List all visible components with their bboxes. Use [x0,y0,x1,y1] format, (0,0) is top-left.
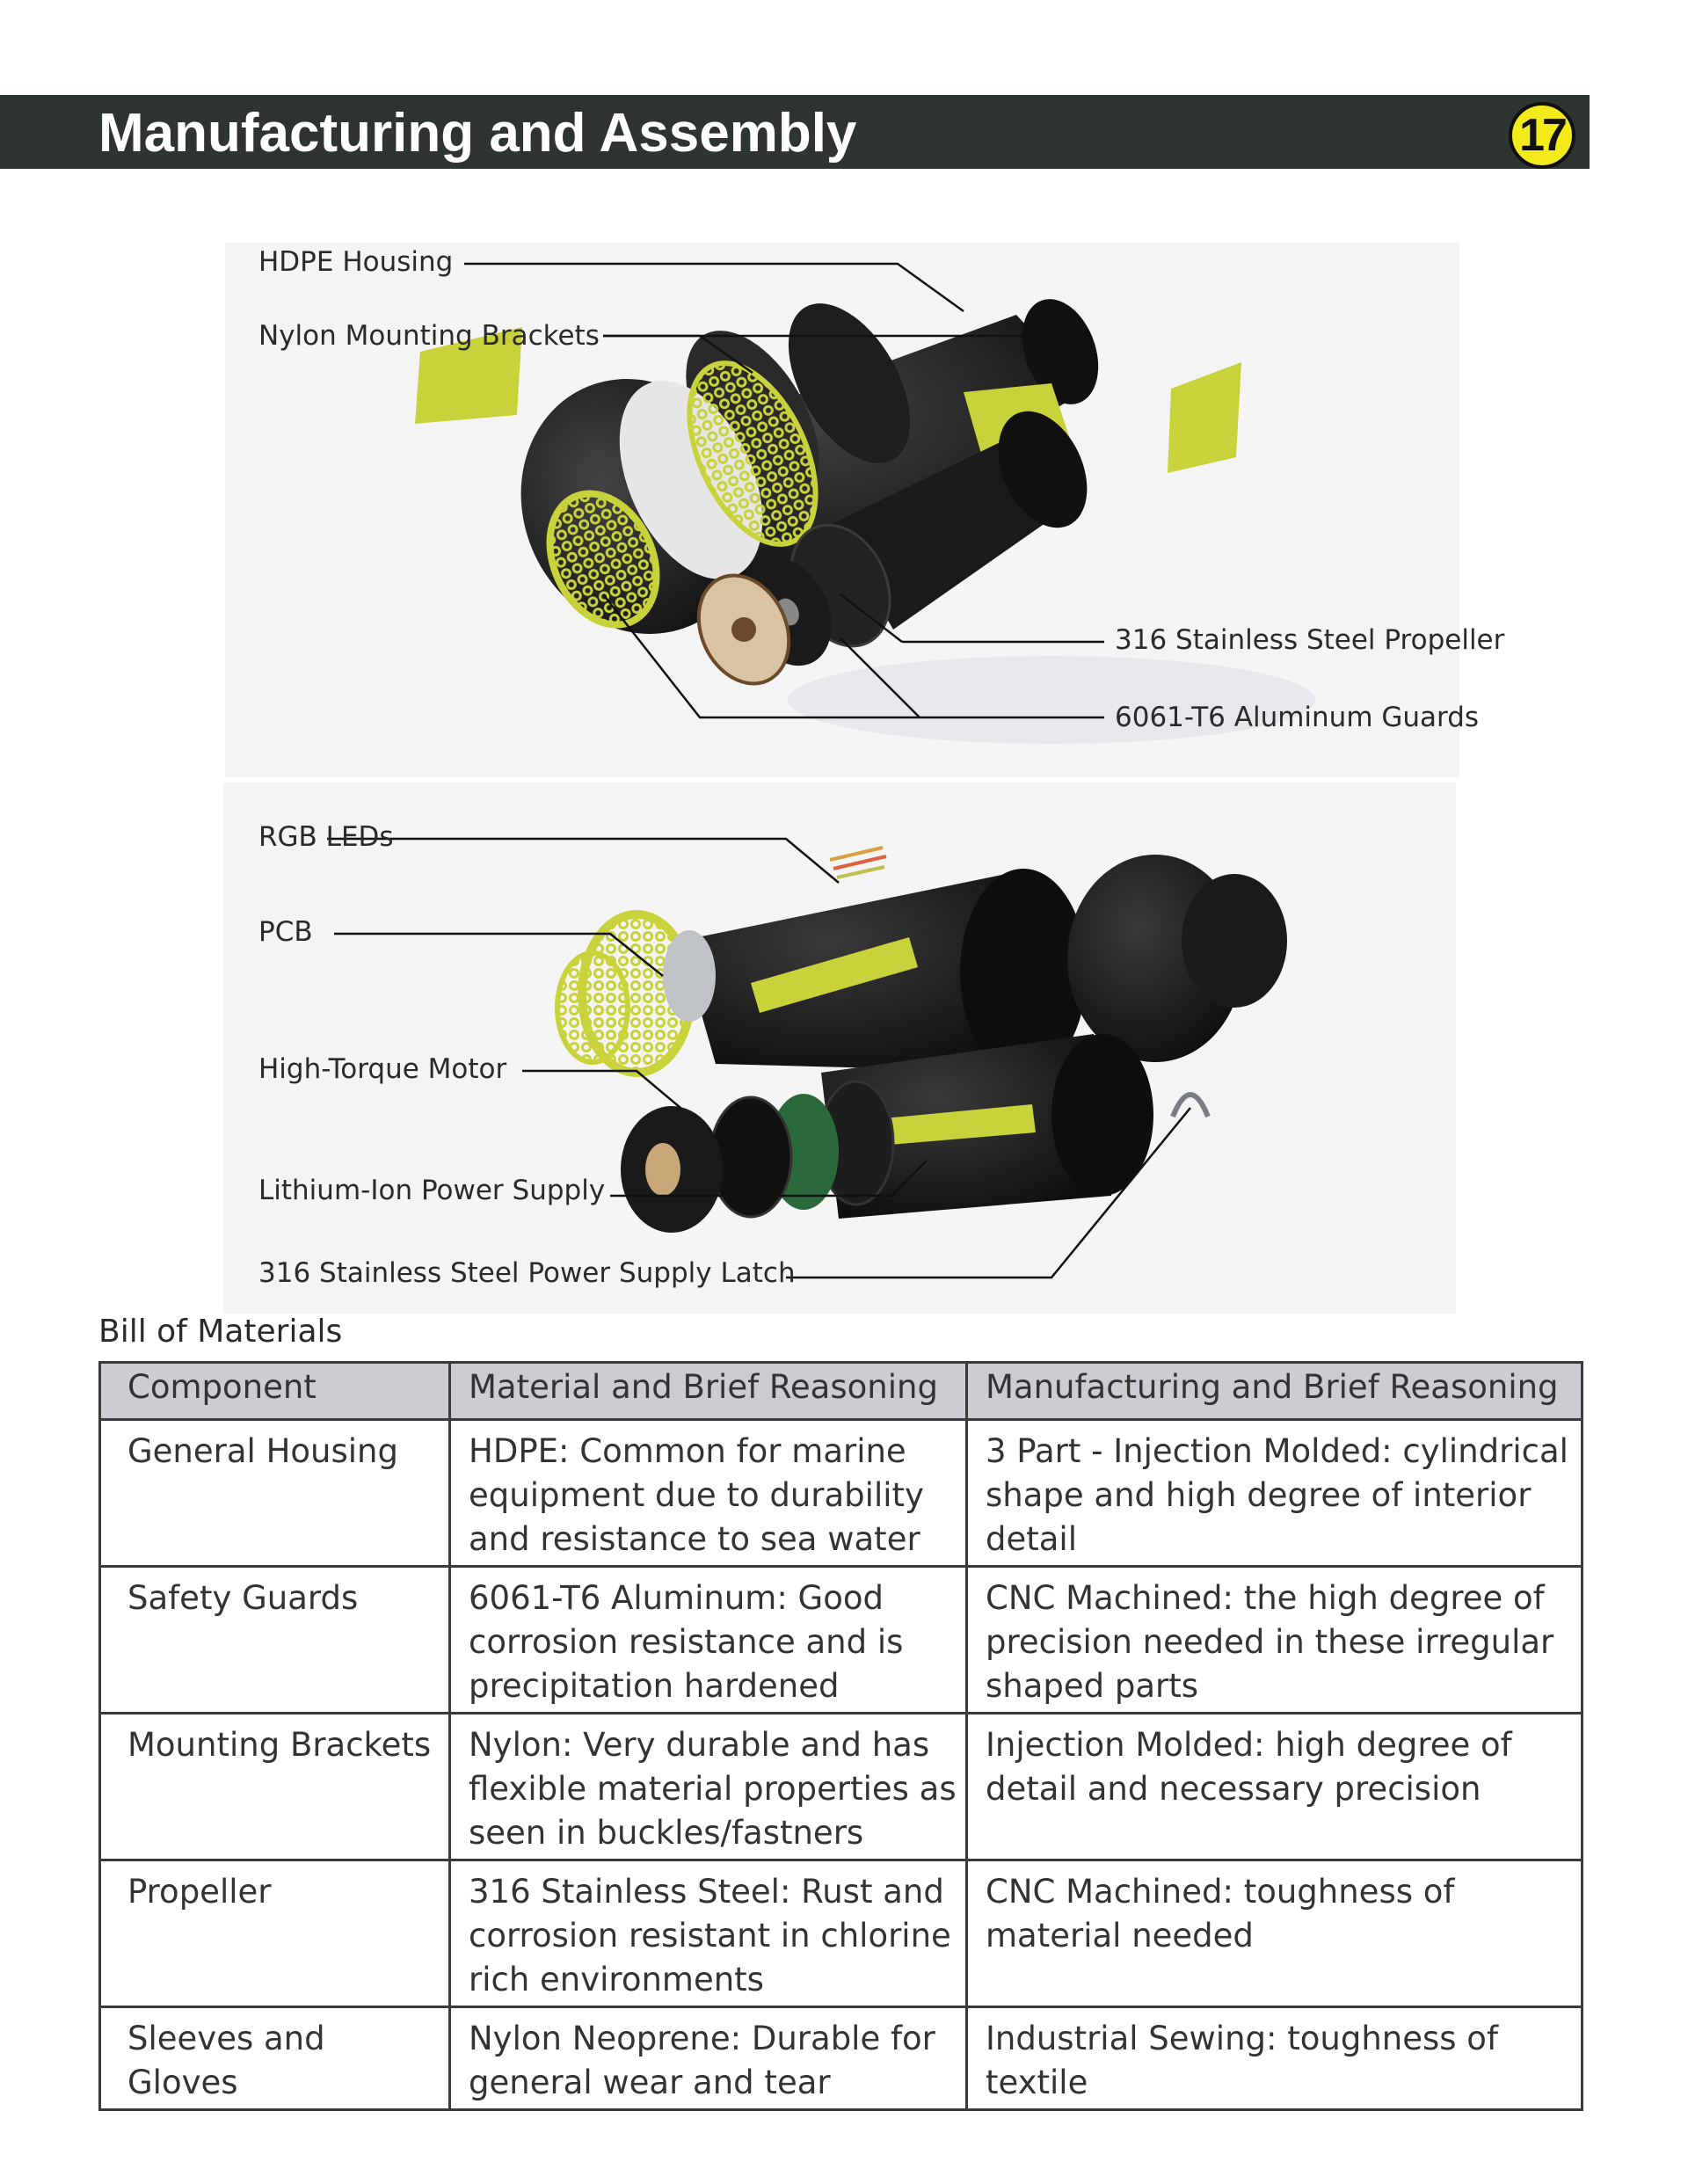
cell-manufacturing: CNC Machined: toughness of material needed [967,1860,1582,2007]
column-header: Manufacturing and Brief Reasoning [967,1363,1582,1420]
front-guard [557,953,628,1062]
propeller [663,930,716,1022]
cell-material: 6061-T6 Aluminum: Good corrosion resistance and is precipitation hardened [450,1567,967,1714]
page-title: Manufacturing and Assembly [98,103,857,164]
label-hdpe-housing: HDPE Housing [258,246,454,278]
label-latch: 316 Stainless Steel Power Supply Latch [258,1257,796,1289]
column-header: Component [100,1363,450,1420]
cell-manufacturing: Industrial Sewing: toughness of textile [967,2007,1582,2110]
cell-manufacturing: 3 Part - Injection Molded: cylindrical shape and high degree of interior detail [967,1420,1582,1567]
label-power-supply: Lithium-Ion Power Supply [258,1175,606,1206]
cell-material: Nylon Neoprene: Durable for general wear and tear [450,2007,967,2110]
cell-component: Safety Guards [100,1567,450,1714]
rgb-leds [830,848,886,877]
cell-material: 316 Stainless Steel: Rust and corrosion resistant in chlorine rich environments [450,1860,967,2007]
cell-component: Mounting Brackets [100,1714,450,1860]
page-number-badge: 17 [1509,102,1575,169]
label-nylon-brackets: Nylon Mounting Brackets [258,320,600,352]
cell-material: HDPE: Common for marine equipment due to durability and resistance to sea water [450,1420,967,1567]
label-propeller: 316 Stainless Steel Propeller [1115,624,1505,656]
exploded-view-bottom [223,783,1456,1314]
exploded-view-top [225,243,1505,777]
bom-table [98,1361,1583,2111]
cell-component: Sleeves and Gloves [100,2007,450,2110]
power-supply-latch [1173,1095,1208,1117]
table-row [100,1420,1582,1567]
cell-component: Propeller [100,1860,450,2007]
label-aluminum-guards: 6061-T6 Aluminum Guards [1115,702,1480,733]
bom-caption: Bill of Materials [98,1314,343,1350]
label-motor: High-Torque Motor [258,1053,507,1085]
exploded-render-bottom [223,783,1456,1314]
bom-header-row [100,1363,1582,1420]
table-row [100,1714,1582,1860]
cell-material: Nylon: Very durable and has flexible material properties as seen in buckles/fastners [450,1714,967,1860]
label-pcb: PCB [258,916,313,948]
rear-cap [1182,874,1287,1008]
cell-manufacturing: Injection Molded: high degree of detail and necessary precision [967,1714,1582,1860]
cell-component: General Housing [100,1420,450,1567]
table-row [100,2007,1582,2110]
column-header: Material and Brief Reasoning [450,1363,967,1420]
table-row [100,1567,1582,1714]
mounting-bracket-right [1168,362,1241,473]
cell-manufacturing: CNC Machined: the high degree of precision needed in these irregular shaped parts [967,1567,1582,1714]
label-rgb-leds: RGB LEDs [258,821,394,853]
table-row [100,1860,1582,2007]
